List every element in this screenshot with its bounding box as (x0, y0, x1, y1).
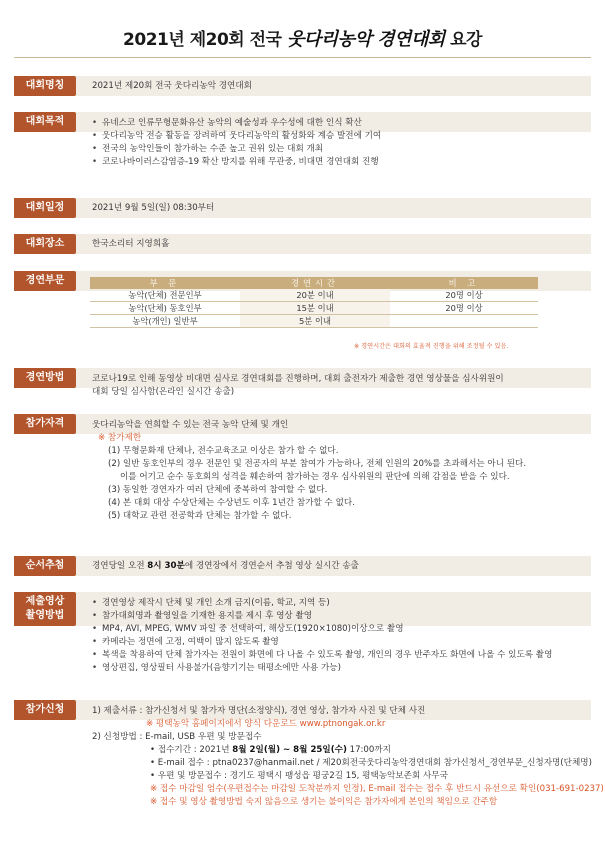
apply-email: • E-mail 접수 : ptna0237@hanmail.net / 제20회전국웃다리농악경연대회 참가신청서_경연부문_신청자명(단체명) (150, 758, 592, 768)
table-row (90, 315, 538, 328)
section-method (14, 368, 591, 406)
list-item: • 코로나바이러스감염증-19 확산 방지를 위해 무관중, 비대면 경연대회 진행 (92, 156, 381, 169)
list-item: • 전국의 농악인들이 참가하는 수준 높고 권위 있는 대회 개최 (92, 143, 381, 156)
section-venue (14, 234, 591, 258)
apply-period-pre: • 접수기간 : 2021년 (150, 745, 233, 755)
title-prefix: 2021년 제20회 전국 (123, 29, 282, 50)
list-item: • 카메라는 정면에 고정, 여백이 많지 않도록 촬영 (92, 636, 552, 649)
division-note: ※ 경연시간은 대회의 효율적 진행을 위해 조정될 수 있음. (354, 343, 509, 350)
order-pre: 경연당일 오전 (92, 561, 148, 571)
section-label: 순서추첨 (14, 556, 76, 576)
list-item: • 유네스코 인류무형문화유산 농악의 예술성과 우수성에 대한 인식 확산 (92, 117, 381, 130)
section-eligibility (14, 414, 591, 548)
section-label: 대회목적 (14, 112, 76, 132)
restrict-item: (5) 대학교 관련 전공학과 단체는 참가할 수 없다. (108, 511, 292, 521)
list-item: • 참가대회명과 촬영일을 기재한 용지를 제시 후 영상 촬영 (92, 610, 552, 623)
section-label (14, 592, 76, 626)
section-order (14, 556, 591, 580)
table-cell: 20명 이상 (390, 302, 538, 315)
restrict-title: ※ 참가제한 (98, 433, 142, 443)
section-label: 대회장소 (14, 234, 76, 254)
restrict-item: (1) 무형문화재 단체나, 전수교육조교 이상은 참가 할 수 없다. (108, 446, 339, 456)
table-row (90, 302, 538, 315)
section-label: 참가자격 (14, 414, 76, 434)
video-list (92, 597, 552, 675)
apply-note: ※ 접수 마감일 엄수(우편접수는 마감일 도착분까지 인정), E-mail 접수는 접수 후 반드시 유선으로 확인(031-691-0237) (150, 784, 604, 794)
section-label: 대회명칭 (14, 76, 76, 96)
table-header-cell: 부 문 (90, 277, 240, 289)
table-cell: 5분 이내 (240, 315, 390, 328)
list-item: • 경연영상 제작시 단체 및 개인 소개 금지(이름, 학교, 지역 등) (92, 597, 552, 610)
list-item: • 영상편집, 영상필터 사용불가(음향기기는 태평소에만 사용 가능) (92, 662, 552, 675)
restrict-item: 이를 어기고 순수 동호회의 성격을 훼손하여 참가하는 경우 심사위원의 판단에 의해 감점을 받을 수 있다. (120, 472, 510, 482)
title-suffix: 요강 (450, 29, 482, 50)
table-header-cell: 비 고 (390, 277, 538, 289)
table-cell: 농악(단체) 전문인부 (90, 289, 240, 302)
list-item: • 웃다리농악 전승 활동을 장려하여 웃다리농악의 활성화와 계승 발전에 기여 (92, 130, 381, 143)
section-video (14, 592, 591, 688)
section-label: 대회일정 (14, 198, 76, 218)
section-name (14, 76, 591, 100)
table-row (90, 289, 538, 302)
section-purpose (14, 112, 591, 188)
table-cell: 15분 이내 (240, 302, 390, 315)
section-apply (14, 700, 604, 828)
order-text (92, 560, 359, 573)
method-line: 코로나19로 인해 동영상 비대면 심사로 경연대회를 진행하며, 대회 출전자가 제출한 경연 영상물을 심사위원이 (92, 374, 504, 384)
division-table (90, 277, 538, 328)
apply-doc: 1) 제출서류 : 참가신청서 및 참가자 명단(소정양식), 경연 영상, 참가자 사진 및 단체 사진 (92, 706, 426, 716)
table-cell: 20명 이상 (390, 289, 538, 302)
apply-period-dates: 8월 2일(월) ~ 8월 25일(수) (232, 745, 347, 755)
section-date-text: 2021년 9월 5일(일) 08:30부터 (92, 203, 215, 213)
method-text (92, 373, 504, 399)
section-name-text: 2021년 제20회 전국 웃다리농악 경연대회 (92, 81, 252, 91)
section-date (14, 198, 591, 222)
apply-doc-note: ※ 평택농악 홈페이지에서 양식 다운로드 www.ptnongak.or.kr (146, 719, 386, 729)
apply-note: ※ 접수 및 영상 촬영방법 숙지 않음으로 생기는 불이익은 참가자에게 본인의 책임으로 간주함 (150, 797, 498, 807)
title-brush-text: 웃다리농악 경연대회 (286, 28, 445, 50)
list-item: • 복색을 착용하여 단체 참가자는 전원이 화면에 다 나올 수 있도록 촬영, 개인의 경우 반주자도 화면에 나올 수 있도록 촬영 (92, 649, 552, 662)
table-cell: 농악(개인) 일반부 (90, 315, 240, 328)
section-label-line: 촬영방법 (25, 610, 65, 621)
apply-period (92, 744, 604, 757)
restrict-item: (3) 동일한 경연자가 여러 단체에 중복하여 참여할 수 없다. (108, 485, 328, 495)
section-venue-text: 한국소리터 지영희홀 (92, 239, 170, 249)
order-post: 에 경연장에서 경연순서 추첨 영상 실시간 송출 (184, 561, 359, 571)
table-cell (390, 315, 538, 328)
table-header-cell: 경연시간 (240, 277, 390, 289)
section-label: 참가신청 (14, 700, 76, 720)
purpose-list (92, 117, 381, 169)
section-label-line: 제출영상 (25, 596, 65, 607)
order-time: 8시 30분 (147, 561, 185, 571)
restrict-item: (4) 본 대회 대상 수상단체는 수상년도 이후 1년간 참가할 수 없다. (108, 498, 355, 508)
apply-how: 2) 신청방법 : E-mail, USB 우편 및 방문접수 (92, 732, 262, 742)
restrict-item: (2) 일반 동호인부의 경우 전문인 및 전공자의 부분 참여가 가능하나, 전체 인원의 20%를 초과해서는 아니 된다. (108, 459, 527, 469)
eligibility-intro: 웃다리농악을 연희할 수 있는 전국 농악 단체 및 개인 (92, 420, 289, 430)
method-line: 대회 당일 심사함(온라인 실시간 송출) (92, 387, 235, 397)
page-title (123, 25, 482, 51)
table-cell: 농악(단체) 동호인부 (90, 302, 240, 315)
section-division (14, 271, 591, 359)
section-label: 경연방법 (14, 368, 76, 388)
page-title-bar (14, 18, 591, 58)
apply-text (92, 705, 604, 809)
apply-period-post: 17:00까지 (346, 745, 391, 755)
eligibility-text (92, 419, 526, 523)
apply-post: • 우편 및 방문접수 : 경기도 평택시 팽성읍 평궁2길 15, 평택농악보존회 사무국 (150, 771, 448, 781)
table-header-row (90, 277, 538, 289)
table-cell: 20분 이내 (240, 289, 390, 302)
section-label: 경연부문 (14, 271, 76, 291)
list-item: • MP4, AVI, MPEG, WMV 파일 중 선택하여, 해상도(1920×1080)이상으로 촬영 (92, 623, 552, 636)
